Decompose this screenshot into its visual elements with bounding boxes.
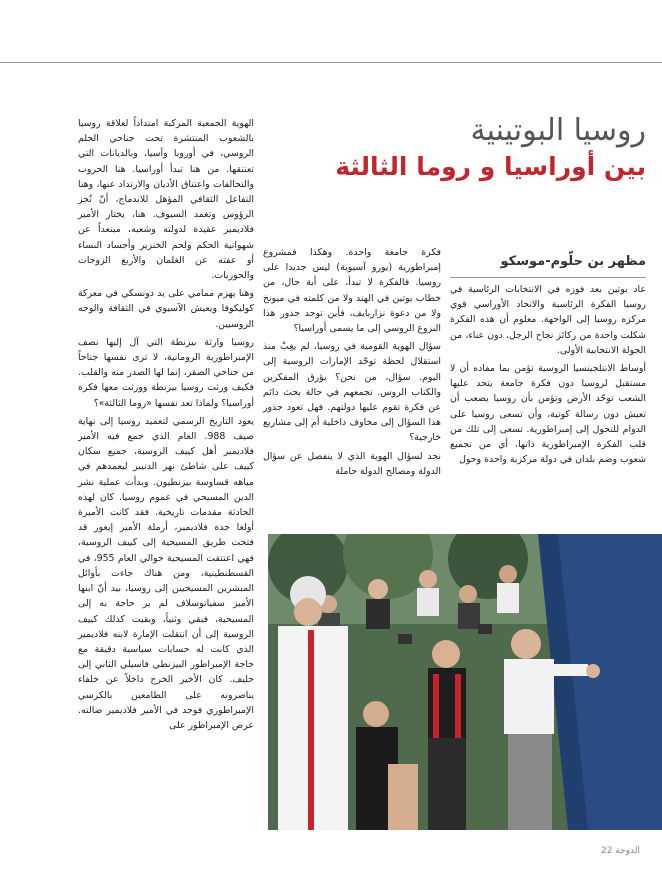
article-title-block [300, 112, 646, 184]
article-photo [268, 534, 662, 830]
page-number: 22 [600, 846, 613, 856]
paragraph: فكرة جامعة واحدة. وهكذا فمشروع إمبراطورية (يورو آسيوية) ليس جديدا على روسيا. فالفكرة لا تبدأ، على أية حال، من خطاب بوتين في الهند ولا من كلمته في ميونخ ولا من دعوة نزاربايف، فأين توجد جذور هذا النزوع الروسي إلى ما يسمى أوراسيا؟ [263, 247, 441, 335]
paragraph: نجد لسؤال الهوية الذي لا ينفصل عن سؤال الدولة ومصالح الدولة حاملة [263, 450, 441, 477]
byline-divider [450, 277, 646, 278]
author-byline: مظهر بن حلّوم-موسكو [500, 254, 646, 269]
article-title: روسيا البوتينية [470, 113, 646, 148]
article-subtitle: بين أوراسيا و روما الثالثة [335, 152, 646, 181]
text-column-1 [450, 282, 646, 470]
magazine-name: الدوحة [615, 846, 640, 856]
top-divider [0, 62, 662, 63]
page-footer [597, 846, 640, 856]
text-column-3 [78, 116, 254, 736]
text-column-2 [263, 245, 441, 482]
paragraph: يعود التاريخ الرسمي لتعميد روسيا إلى نهاية صيف 988. العام الذي جمع فيه الأمير فلاديمير أهل كييف الروسية، جميع سكان كييف على شاطئ نهر الدنيبر ليعمدهم في مياهه قساوسة بيزنطيون. وبدأت عملية نشر الدين المسيحي في عموم روسيا. كان لهذه الحادثة مقدمات تاريخية. فقد كانت الأميرة أولغا جدة فلاديمير، أرملة الأمير إيغور قد فتحت طريق المسيحية إلى كييف الروسية، فهي اعتنقت المسيحية حوالي العام 955، في القسطنطينية، ومن هناك جاءت بأوائل المبشرين المسيحيين إلى روسيا، بيد أنّ ابنها الأمير سفياتوسلاف لم ير حاجة به إلى المسيحية، فبقي وثنياً، وبقيت كذلك كييف الروسية إلى أن انتقلت الإمارة لابنه فلاديمير الذي كانت له حسابات سياسية دقيقة مع حاجة الإمبراطور البيزنطي فاسيلي الثاني إلى حليف. كان الأخير الخرج داخلاً عن خلفاء يناصرونه على الطامعين بالكرسي الإمبراطوري فوجد في الأمير فلاديمير ضالته. عرض الإمبراطور على [78, 415, 254, 731]
paragraph: سؤال الهوية القومية في روسيا، لم يغِبْ منذ استقلال لحظة توحّد الإمارات الروسية إلى اليوم. سؤال، من نحن؟ يؤرق المفكرين والكتاب الروس. تجمعهم في حالة بحث دائم عن فكرة تقوم عليها دولتهم. فهل تعود جذور هذا السؤال إلى مخاوف داخلية أم إلى مشاريع خارجية؟ [263, 341, 441, 444]
paragraph: عاد بوتين بعد فوزه في الانتخابات الرئاسية في روسيا الفكرة الرئاسية والاتحاد الأوراسي قوي مركزه روسيا إلى الواجهة. معلوم أن هذه الفكرة شكلت واحدة من ركائز نجاح الرجل، دون عناء، من الجولة الانتخابية الأولى. [450, 284, 646, 356]
paragraph: وهنا يهزم ممامي على يد دونسكي في معركة كوليكوفا ويعيش الآسيوي في الثقافة والوجه الروسيين. [78, 288, 254, 330]
paragraph: أوساط الانتلجينسيا الروسية تؤمن بما مفاده أن لا مستقبل لروسيا دون فكرة جامعة يتحد عليها الشعب توحّد الأرض وتؤمن بأن روسيا يصعب أن تعيش دون رسالة كونية، وأن تسعى روسيا على الدوام للتحول إلى إمبراطورية. تسعى إلى تلك من قلب الفكرة الإمبراطورية ذاتها، أي من تجميع شعوب وضم بلدان في دولة مركزية واحدة وحول [450, 363, 646, 466]
paragraph: الهوية الجمعية المركبة امتداداً لعلاقة روسيا بالشعوب المنتشرة تحت جناحي الحلم الروسي، في أوروبا وآسيا، وبالديانات التي تعتنقها. من هنا تبدأ أوراسيا. هنا الحروب والتحالفات واعتناق الأديان والارتداد عنها، وهنا التفاعل الثقافي المؤهل للاندماج، أنّ تُجز الرؤوس وتغمد السيوف. هنا، يختار الأمير فلاديمير عقيدة لدولته وشعبه، مبتعداً عن شهوانية الحكم ولحم الخنزير وأجساد النساء أو عفته عن الغلمان والأربع الزوجات والحوريات. [78, 118, 254, 282]
paragraph: روسيا وارثة بيزنطة التي آل إليها نصف الإمبراطورية الرومانية، لا ترى نفسها جناحاً من جناحي الصقر، إنما لها الصدر منه والقلب. فكيف ورثت روسيا بيزنطة وورثت معها فكرة أوراسيا؟ ولماذا تعد نفسها «روما الثالثة»؟ [78, 336, 254, 409]
